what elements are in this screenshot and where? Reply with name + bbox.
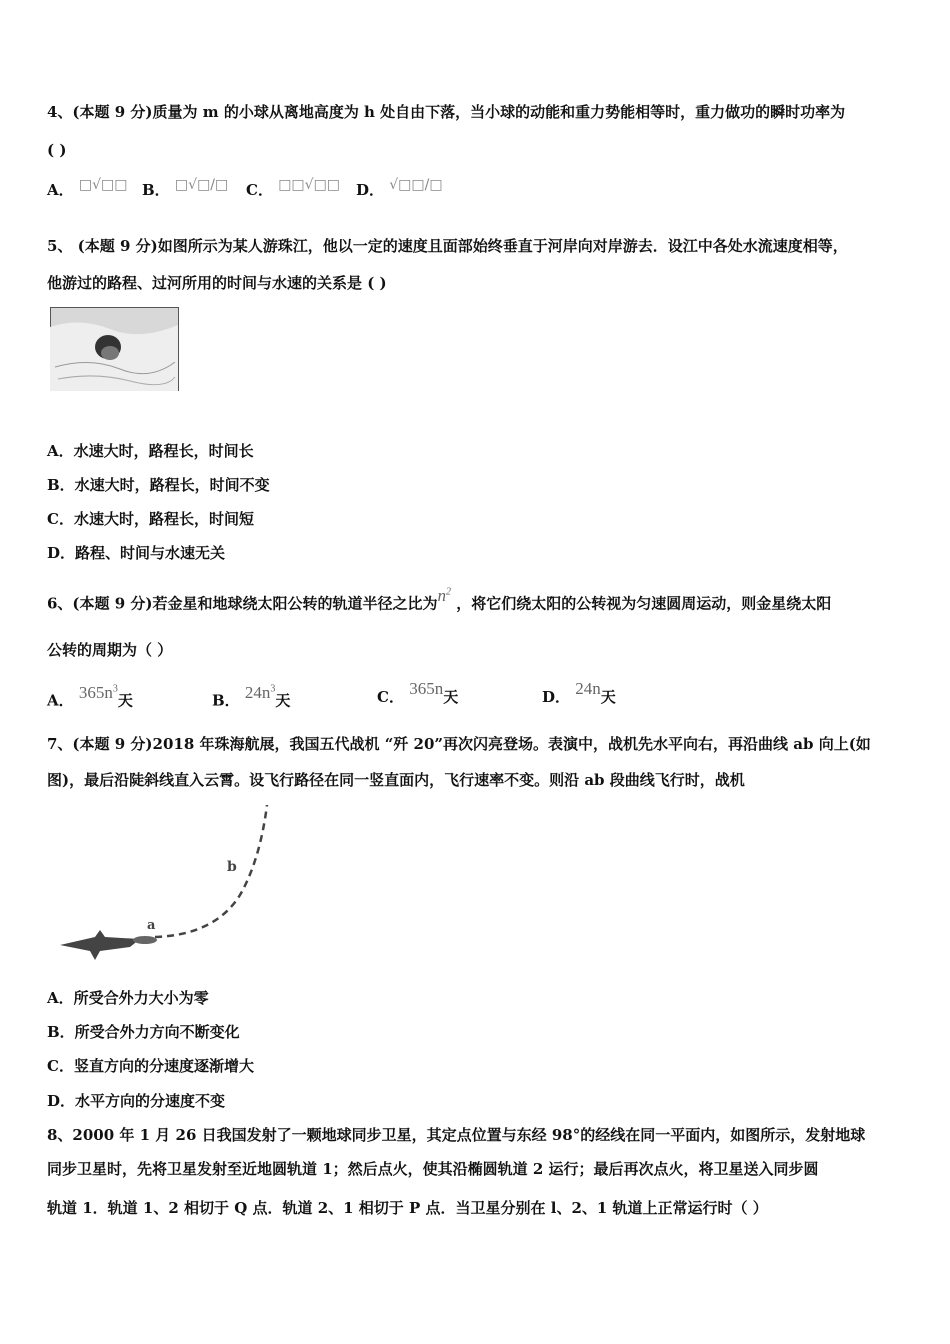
q6-option-d: D． 24n天	[542, 679, 616, 706]
q4-option-a: A． □√□□	[47, 177, 128, 199]
q5-option-b: B．水速大时，路程长，时间不变	[47, 476, 270, 494]
q5-option-d: D．路程、时间与水速无关	[47, 544, 226, 562]
label-b: b	[227, 859, 237, 875]
q6-option-a: A． $365n^3$天	[47, 682, 133, 710]
q7-option-d: D．水平方向的分速度不变	[47, 1092, 226, 1110]
q7-option-c: C．竖直方向的分速度逐渐增大	[47, 1057, 254, 1075]
q5-line2: 他游过的路程、过河所用的时间与水速的关系是 ( )	[47, 274, 387, 292]
q4-stem: 4、(本题 9 分)质量为 m 的小球从离地高度为 h 处自由下落，当小球的动能和重力势能相等时，重力做功的瞬时功率为	[47, 103, 846, 121]
q8-line1: 8、2000 年 1 月 26 日我国发射了一颗地球同步卫星，其定点位置与东经 98°的经线在同一平面内，如图所示，发射地球	[47, 1126, 866, 1144]
q8-line2: 同步卫星时，先将卫星发射至近地圆轨道 1；然后点火，使其沿椭圆轨道 2 运行；最后再次点火，将卫星送入同步圆	[47, 1160, 819, 1178]
q4-option-b: B． □√□/□	[142, 177, 229, 199]
q7-line2: 图)，最后沿陡斜线直入云霄。设飞行路径在同一竖直面内，飞行速率不变。则沿 ab 段曲线飞行时，战机	[47, 771, 745, 789]
q6-line1: 6、(本题 9 分)若金星和地球绕太阳公转的轨道半径之比为$n^2$ ，将它们绕太阳的公转视为匀速圆周运动，则金星绕太阳	[47, 585, 832, 613]
q8-line3: 轨道 1．轨道 1、2 相切于 Q 点．轨道 2、1 相切于 P 点．当卫星分别在 l、2、1 轨道上正常运行时（ ）	[47, 1199, 768, 1217]
q7-option-a: A．所受合外力大小为零	[47, 989, 209, 1007]
jet-path-figure	[55, 805, 280, 965]
q5-line1: 5、 (本题 9 分)如图所示为某人游珠江，他以一定的速度且面部始终垂直于河岸向对岸游去．设江中各处水流速度相等，	[47, 237, 848, 255]
swimmer-photo	[50, 307, 179, 391]
q4-option-c: C． □□√□□	[246, 177, 341, 199]
q6-line2: 公转的周期为（ ）	[47, 641, 173, 659]
q7-option-b: B．所受合外力方向不断变化	[47, 1023, 240, 1041]
q6-option-c: C． 365n天	[377, 679, 459, 706]
q4-option-d: D． √□□/□	[356, 177, 443, 199]
q5-option-c: C．水速大时，路程长，时间短	[47, 510, 254, 528]
q4-paren: ( )	[47, 141, 67, 159]
q5-option-a: A．水速大时，路程长，时间长	[47, 442, 254, 460]
label-a: a	[147, 918, 156, 933]
q6-option-b: B． $24n^3$天	[212, 682, 291, 710]
q7-line1: 7、(本题 9 分)2018 年珠海航展，我国五代战机 “歼 20”再次闪亮登场。表演中，战机先水平向右，再沿曲线 ab 向上(如	[47, 735, 871, 753]
